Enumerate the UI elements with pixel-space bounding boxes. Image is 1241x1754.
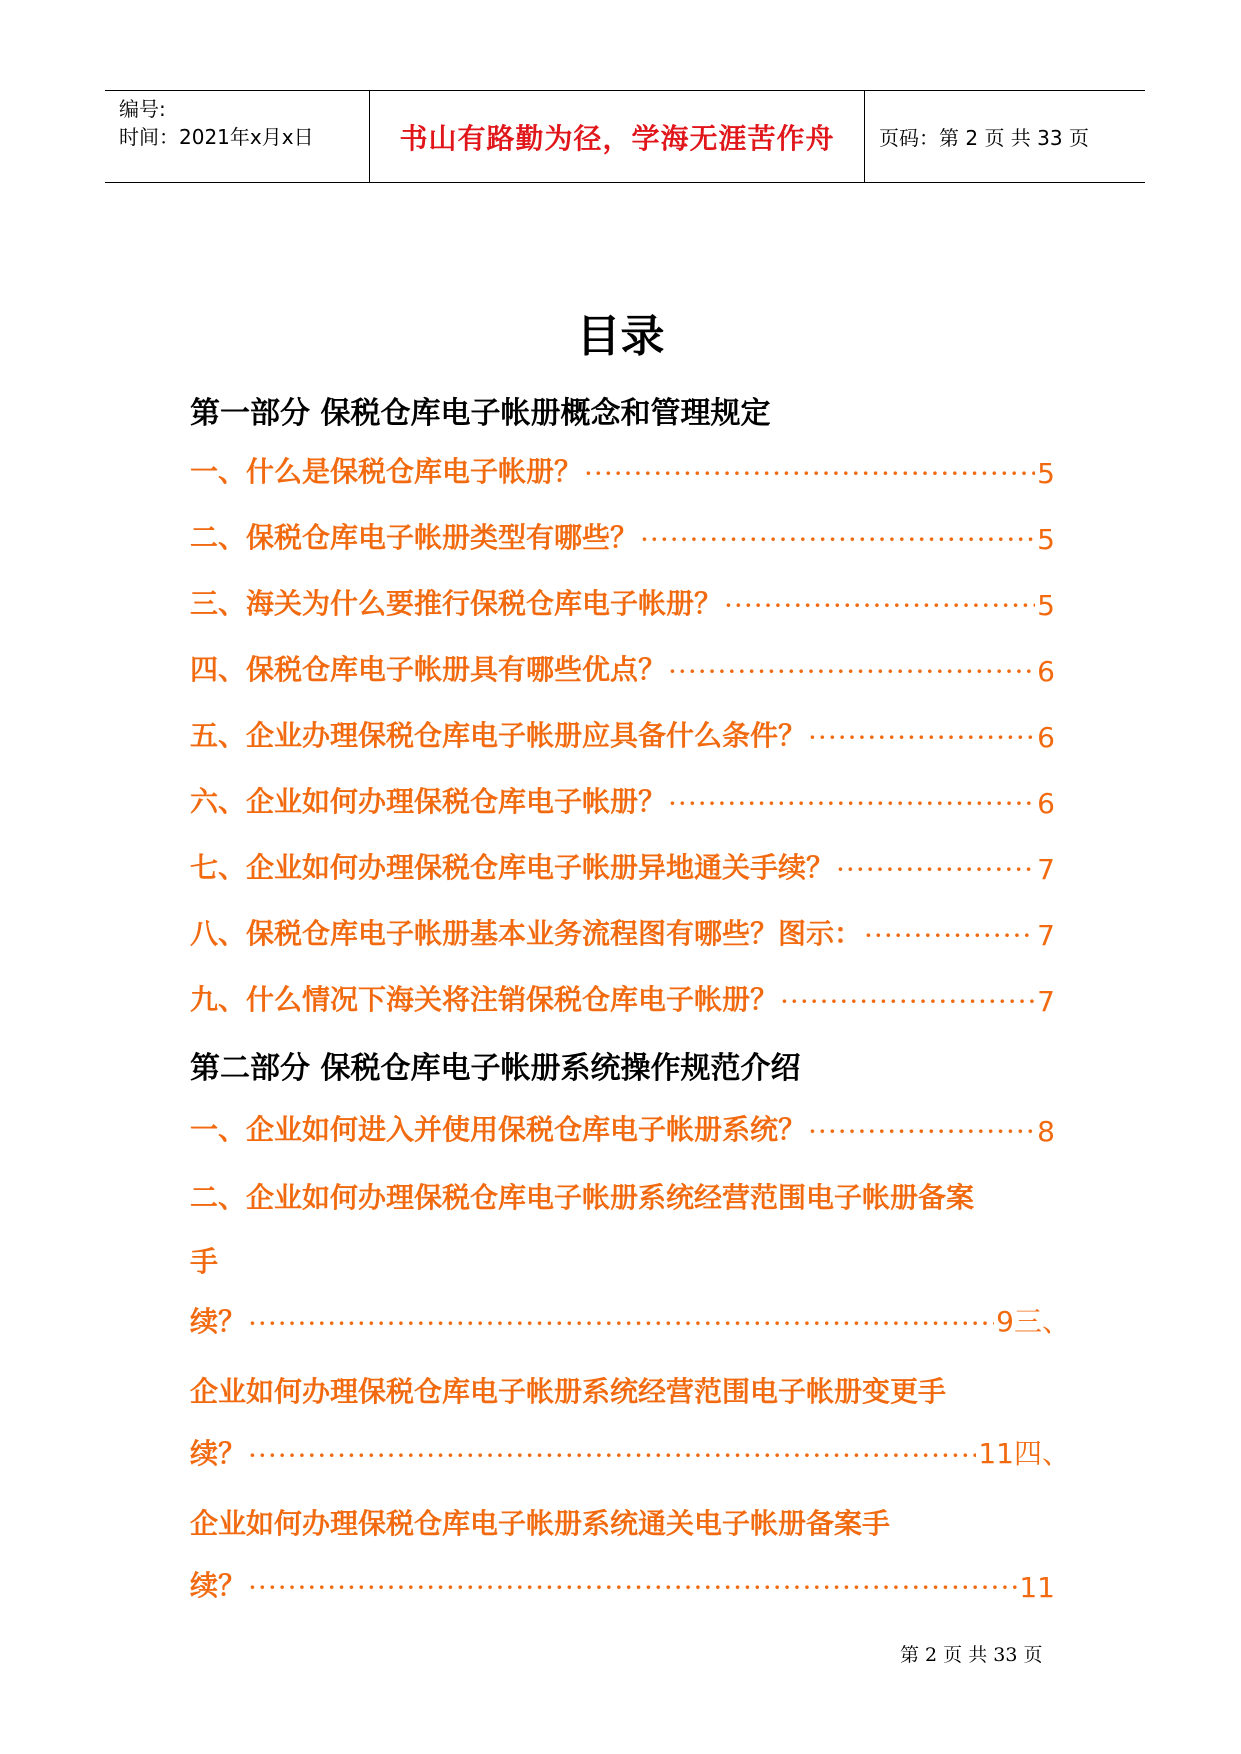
toc-leader-dots: [248, 1439, 976, 1472]
toc-entry-page: 11: [1019, 1571, 1055, 1604]
toc-entry-page: 9三、: [996, 1305, 1070, 1338]
header-meta: [105, 91, 370, 182]
toc-entry-text: 续？: [190, 1305, 247, 1338]
page-footer: 第 2 页 共 33 页: [900, 1644, 1043, 1666]
toc-entry-page: 6: [1037, 787, 1055, 820]
toc-entry-text: 续？: [190, 1437, 247, 1470]
part1-heading: 第一部分 保税仓库电子帐册概念和管理规定: [190, 396, 771, 431]
toc-entry[interactable]: [190, 450, 1055, 490]
toc-entry-text: 九、什么情况下海关将注销保税仓库电子帐册？: [190, 983, 779, 1016]
page-title: 目录: [576, 311, 665, 362]
toc-leader-dots: [248, 1307, 994, 1340]
toc-entry-text: 二、保税仓库电子帐册类型有哪些？: [190, 521, 639, 554]
number-label: 编号:: [119, 97, 166, 121]
header-motto: 书山有路勤为径，学海无涯苦作舟: [370, 91, 865, 182]
toc-entry-page: 7: [1037, 985, 1055, 1018]
toc-entry[interactable]: [190, 978, 1055, 1018]
toc-leader-dots: [864, 919, 1035, 952]
toc-entry-text: 八、保税仓库电子帐册基本业务流程图有哪些？图示：: [190, 917, 863, 950]
toc-entry-page: 6: [1037, 721, 1055, 754]
toc-leader-dots: [836, 853, 1035, 886]
toc-entry-text: 企业如何办理保税仓库电子帐册系统经营范围电子帐册变更手: [190, 1375, 947, 1408]
toc-leader-dots: [808, 721, 1035, 754]
toc-leader-dots: [248, 1571, 1017, 1604]
toc-leader-dots: [780, 985, 1035, 1018]
toc-entry[interactable]: [190, 648, 1055, 688]
toc-entry[interactable]: [190, 1432, 1070, 1472]
toc-entry-page: 6: [1037, 655, 1055, 688]
toc-entry[interactable]: [190, 912, 1055, 952]
toc-entry-text: 七、企业如何办理保税仓库电子帐册异地通关手续？: [190, 851, 835, 884]
toc-leader-dots: [668, 655, 1035, 688]
toc-entry[interactable]: [190, 714, 1055, 754]
toc-entry[interactable]: [190, 780, 1055, 820]
toc-entry-page: 5: [1037, 523, 1055, 556]
part2-heading: 第二部分 保税仓库电子帐册系统操作规范介绍: [190, 1051, 801, 1086]
toc-entry-text: 四、保税仓库电子帐册具有哪些优点？: [190, 653, 667, 686]
toc-entry[interactable]: [190, 1564, 1055, 1604]
toc-entry-text: 一、什么是保税仓库电子帐册？: [190, 455, 583, 488]
header-page-info: 页码：第 2 页 共 33 页: [879, 126, 1089, 150]
toc-entry-text: 续？: [190, 1569, 247, 1602]
header-table: [105, 90, 1145, 183]
toc-entry-page: 7: [1037, 919, 1055, 952]
toc-entry-text: 五、企业办理保税仓库电子帐册应具备什么条件？: [190, 719, 807, 752]
toc-entry-text: 二、企业如何办理保税仓库电子帐册系统经营范围电子帐册备案: [190, 1181, 975, 1214]
toc-entry-text: 手: [190, 1245, 219, 1278]
toc-entry-page: 7: [1037, 853, 1055, 886]
toc-leader-dots: [584, 457, 1035, 490]
toc-entry[interactable]: [190, 516, 1055, 556]
toc-leader-dots: [808, 1115, 1035, 1148]
time-label: 时间：2021年x月x日: [119, 125, 314, 149]
toc-entry-page: 5: [1037, 589, 1055, 622]
toc-entry[interactable]: [190, 1108, 1055, 1148]
toc-entry-page: 11四、: [978, 1437, 1070, 1470]
toc-entry-text: 六、企业如何办理保税仓库电子帐册？: [190, 785, 667, 818]
toc-leader-dots: [668, 787, 1035, 820]
toc-entry-text: 三、海关为什么要推行保税仓库电子帐册？: [190, 587, 723, 620]
toc-entry[interactable]: [190, 1300, 1070, 1340]
toc-leader-dots: [724, 589, 1035, 622]
toc-leader-dots: [640, 523, 1035, 556]
toc-entry-text: 企业如何办理保税仓库电子帐册系统通关电子帐册备案手: [190, 1507, 891, 1540]
toc-entry[interactable]: [190, 846, 1055, 886]
toc-entry-page: 8: [1037, 1115, 1055, 1148]
toc-entry-text: 一、企业如何进入并使用保税仓库电子帐册系统？: [190, 1113, 807, 1146]
toc-entry[interactable]: [190, 582, 1055, 622]
toc-entry-page: 5: [1037, 457, 1055, 490]
